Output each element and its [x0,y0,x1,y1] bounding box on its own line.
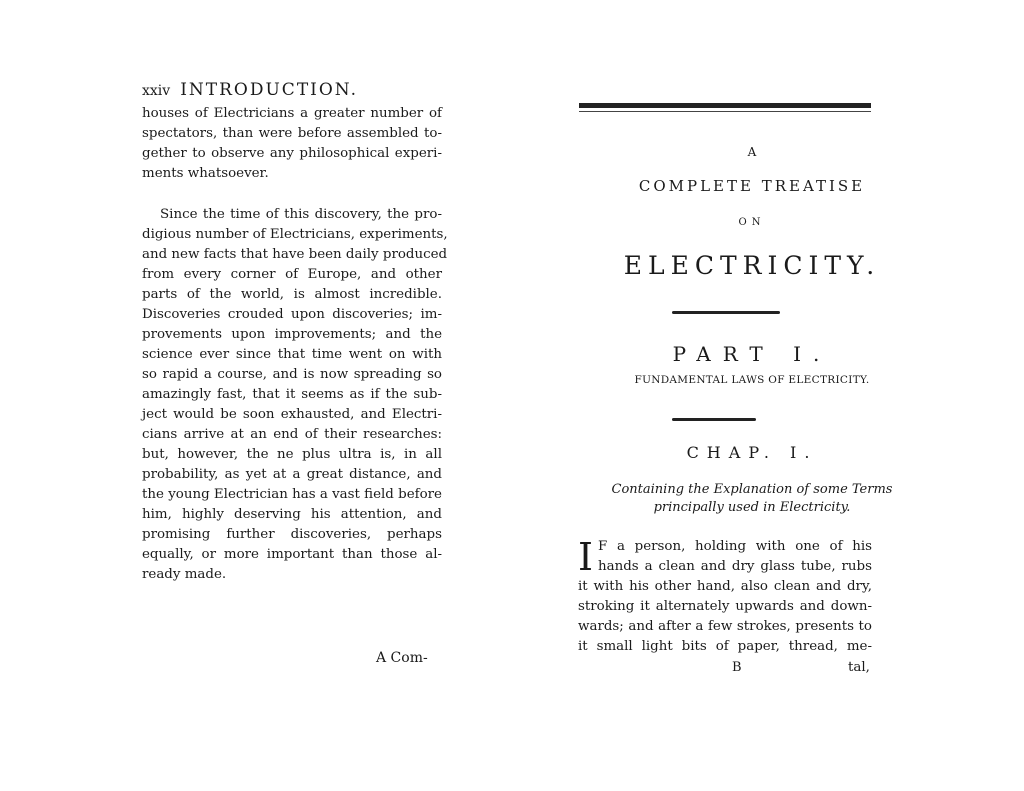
text-line: houses of Electricians a greater number of [142,106,442,121]
text-line: but, however, the ne plus ultra is, in all [142,447,442,462]
title-on: ON [738,217,766,228]
ornamental-rule [672,418,756,421]
running-head-title: INTRODUCTION. [180,80,359,100]
title-article: A [747,145,757,159]
text-line: probability, as yet at a great distance, and [142,467,442,482]
chapter-text [578,537,872,657]
chapter-title-line-2: principally used in Electricity. [653,500,851,515]
header-rule-thick [579,103,871,108]
text-line: Discoveries crouded upon discoveries; im- [142,307,442,322]
text-line: equally, or more important than those al- [142,547,442,562]
text-line: hands a clean and dry glass tube, rubs [598,559,872,574]
text-line: ready made. [142,567,227,582]
text-line: Since the time of this discovery, the pro- [160,207,442,222]
text-line: spectators, than were before assembled to- [142,126,442,141]
chapter-title-line-1: Containing the Explanation of some Terms [611,482,893,497]
text-line: ments whatsoever. [142,166,269,181]
running-header [142,80,442,100]
text-line: the young Electrician has a vast field before [142,487,442,502]
part-subtitle: FUNDAMENTAL LAWS OF ELECTRICITY. [634,374,870,386]
title-complete-treatise: COMPLETE TREATISE [638,177,866,195]
title-electricity: ELECTRICITY. [623,251,881,280]
text-line: and new facts that have been daily produced [142,247,448,262]
text-line: promising further discoveries, perhaps [142,527,442,542]
text-line: it with his other hand, also clean and dry, [578,579,872,594]
right-page [512,0,1024,791]
chapter-heading: CHAP. I. [686,443,818,462]
text-line: from every corner of Europe, and other [142,267,442,282]
signature-mark: B [732,660,742,675]
text-line: cians arrive at an end of their researches: [142,427,442,442]
paragraph-2 [142,205,448,585]
header-rule-thin [579,111,871,112]
part-heading: PART I. [672,342,832,366]
drop-cap: I [578,535,594,579]
text-line: stroking it alternately upwards and down- [578,599,872,614]
paragraph-1 [142,104,442,184]
text-line: so rapid a course, and is now spreading so [142,367,442,382]
ornamental-rule [672,311,780,314]
text-line: F a person, holding with one of his [598,539,872,554]
text-line: ject would be soon exhausted, and Electri- [142,407,442,422]
text-line: him, highly deserving his attention, and [142,507,442,522]
text-line: wards; and after a few strokes, presents to [578,619,872,634]
text-line: science ever since that time went on with [142,347,442,362]
text-line: amazingly fast, that it seems as if the sub- [142,387,442,402]
catchword: A Com- [376,650,428,666]
page-number: xxiv [142,83,171,99]
catchword: tal, [848,660,870,675]
text-line: parts of the world, is almost incredible. [142,287,442,302]
text-line: provements upon improvements; and the [142,327,442,342]
text-line: it small light bits of paper, thread, me- [578,639,872,654]
text-line: gether to observe any philosophical experi- [142,146,442,161]
text-line: digious number of Electricians, experiments, [142,227,448,242]
